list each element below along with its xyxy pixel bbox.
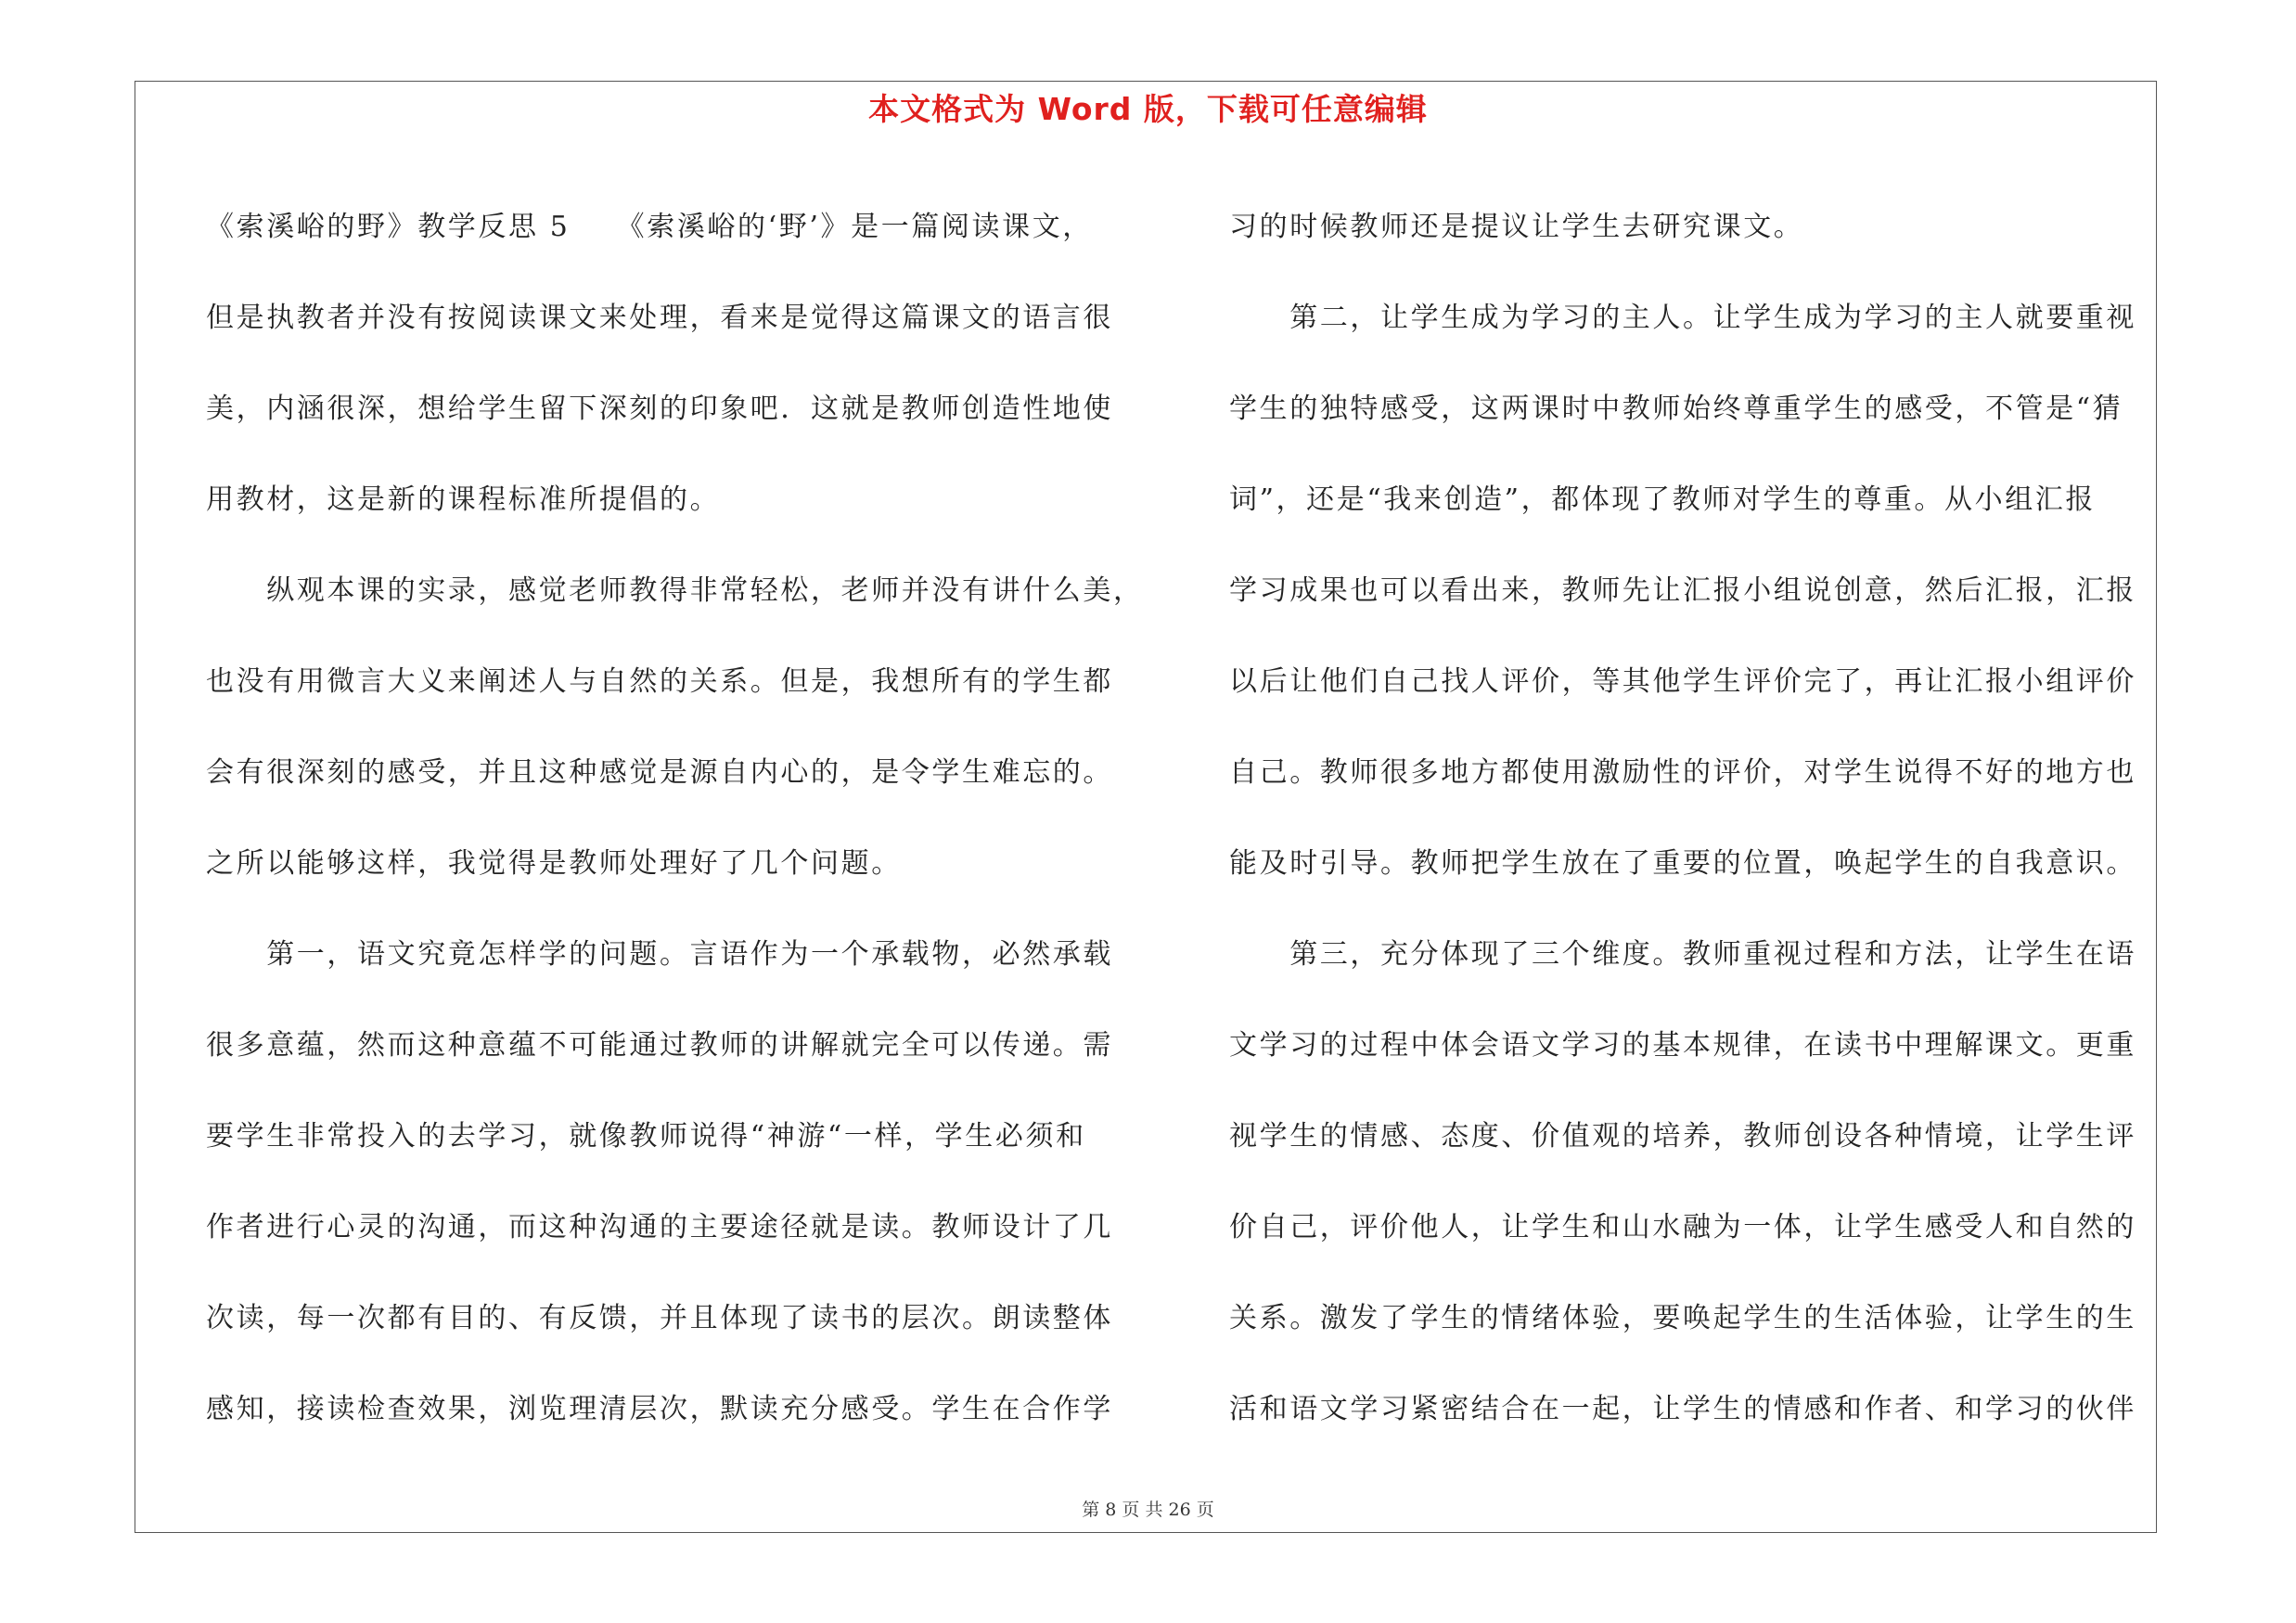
text-line: 之所以能够这样，我觉得是教师处理好了几个问题。 (206, 847, 902, 880)
text-line: 文学习的过程中体会语文学习的基本规律，在读书中理解课文。更重 (1229, 1029, 2136, 1062)
text-line: 要学生非常投入的去学习，就像教师说得“神游“一样，学生必须和 (206, 1120, 1086, 1153)
text-line: 纵观本课的实录，感觉老师教得非常轻松，老师并没有讲什么美， (206, 574, 1144, 607)
text-line: 习的时候教师还是提议让学生去研究课文。 (1229, 211, 1804, 243)
text-line: 美，内涵很深，想给学生留下深刻的印象吧．这就是教师创造性地使 (206, 393, 1113, 425)
text-line: 用教材，这是新的课程标准所提倡的。 (206, 483, 721, 516)
left-text-column (206, 182, 1144, 1455)
right-text-column (1229, 182, 2157, 1455)
text-line: 以后让他们自己找人评价，等其他学生评价完了，再让汇报小组评价 (1229, 665, 2136, 698)
text-line: 活和语文学习紧密结合在一起，让学生的情感和作者、和学习的伙伴 (1229, 1393, 2136, 1425)
text-line: 但是执教者并没有按阅读课文来处理，看来是觉得这篇课文的语言很 (206, 302, 1113, 334)
text-line: 第一，语文究竟怎样学的问题。言语作为一个承载物，必然承载 (206, 938, 1113, 971)
text-line: 词”，还是“我来创造”，都体现了教师对学生的尊重。从小组汇报 (1229, 483, 2097, 516)
text-line: 次读，每一次都有目的、有反馈，并且体现了读书的层次。朗读整体 (206, 1302, 1113, 1334)
text-line: 关系。激发了学生的情绪体验，要唤起学生的生活体验，让学生的生 (1229, 1302, 2136, 1334)
text-line: 第三，充分体现了三个维度。教师重视过程和方法，让学生在语 (1229, 938, 2136, 971)
text-line: 《索溪峪的野》教学反思 5 《索溪峪的‘野’》是一篇阅读课文， (206, 211, 1093, 243)
text-line: 感知，接读检查效果，浏览理清层次，默读充分感受。学生在合作学 (206, 1393, 1113, 1425)
format-banner: 本文格式为 Word 版，下载可任意编辑 (868, 91, 1428, 127)
text-line: 能及时引导。教师把学生放在了重要的位置，唤起学生的自我意识。 (1229, 847, 2136, 880)
text-line: 自己。教师很多地方都使用激励性的评价，对学生说得不好的地方也 (1229, 756, 2136, 789)
text-line: 也没有用微言大义来阐述人与自然的关系。但是，我想所有的学生都 (206, 665, 1113, 698)
text-line: 价自己，评价他人，让学生和山水融为一体，让学生感受人和自然的 (1229, 1211, 2136, 1243)
text-line: 视学生的情感、态度、价值观的培养，教师创设各种情境，让学生评 (1229, 1120, 2136, 1153)
text-line: 很多意蕴，然而这种意蕴不可能通过教师的讲解就完全可以传递。需 (206, 1029, 1113, 1062)
text-line: 第二，让学生成为学习的主人。让学生成为学习的主人就要重视 (1229, 302, 2136, 334)
page-number-footer: 第 8 页 共 26 页 (1082, 1500, 1214, 1520)
text-line: 会有很深刻的感受，并且这种感觉是源自内心的，是令学生难忘的。 (206, 756, 1113, 789)
text-line: 作者进行心灵的沟通，而这种沟通的主要途径就是读。教师设计了几 (206, 1211, 1113, 1243)
text-line: 学习成果也可以看出来，教师先让汇报小组说创意，然后汇报，汇报 (1229, 574, 2136, 607)
text-line: 学生的独特感受，这两课时中教师始终尊重学生的感受，不管是“猜 (1229, 393, 2123, 425)
